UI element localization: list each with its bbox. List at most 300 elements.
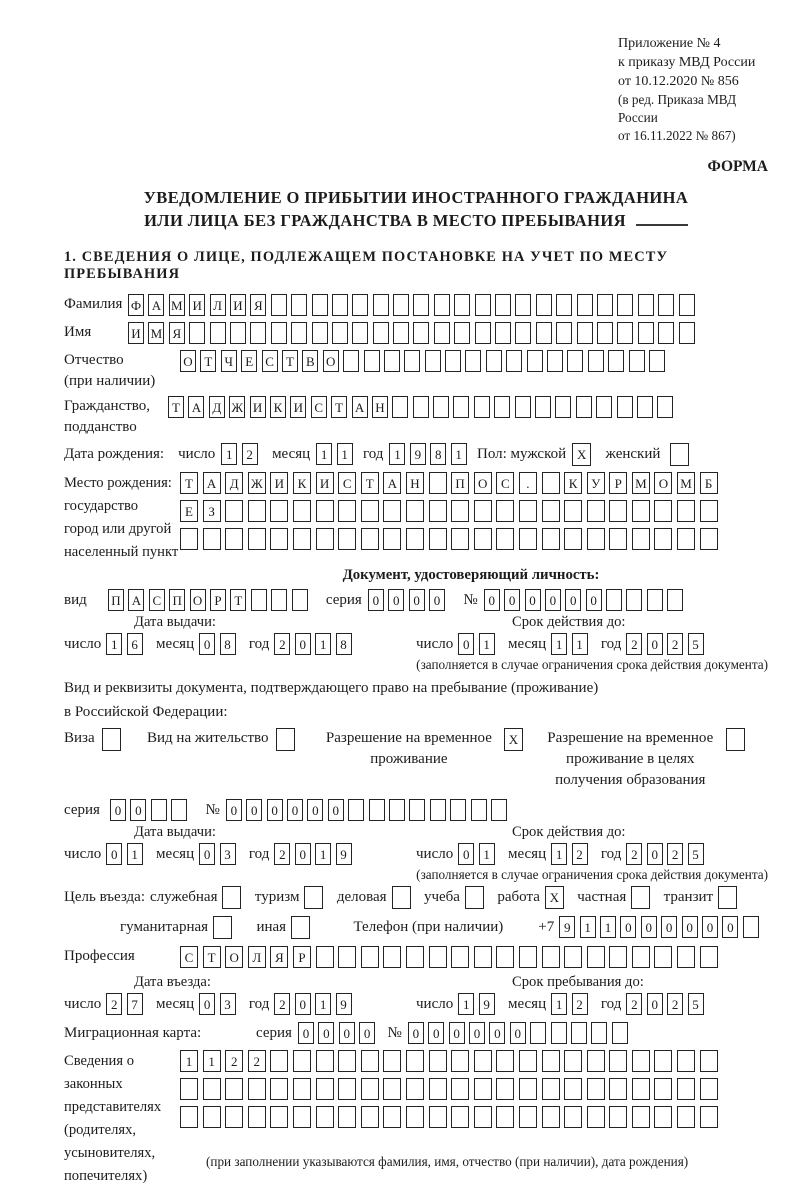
- char-cell: 0: [545, 589, 561, 611]
- surname-label: Фамилия: [64, 296, 123, 312]
- char-cell: А: [383, 472, 401, 494]
- char-cell: [632, 946, 650, 968]
- char-cell: [617, 322, 633, 344]
- purpose-option: гуманитарная: [120, 916, 236, 939]
- char-cell: [654, 1106, 672, 1128]
- stay-month-cells: [551, 993, 592, 1015]
- char-cell: [316, 500, 334, 522]
- char-cell: [293, 1106, 311, 1128]
- char-cell: О: [225, 946, 243, 968]
- char-cell: [564, 946, 582, 968]
- char-cell: [189, 322, 205, 344]
- char-cell: А: [128, 589, 144, 611]
- char-cell: [425, 350, 441, 372]
- char-cell: [677, 946, 695, 968]
- char-cell: [248, 528, 266, 550]
- char-cell: 5: [688, 633, 704, 655]
- char-cell: О: [323, 350, 339, 372]
- char-cell: [475, 322, 491, 344]
- char-cell: [430, 799, 446, 821]
- char-cell: [515, 396, 531, 418]
- char-cell: [471, 799, 487, 821]
- char-cell: [383, 1078, 401, 1100]
- identity-doc-heading: Документ, удостоверяющий личность:: [342, 567, 600, 583]
- char-cell: 1: [600, 916, 616, 938]
- char-cell: [383, 1106, 401, 1128]
- citizenship-label: Гражданство, подданство: [64, 398, 151, 435]
- char-cell: [404, 350, 420, 372]
- profession-cells: [180, 946, 722, 968]
- temp-residence-checkbox: X: [504, 728, 523, 751]
- char-cell: З: [203, 500, 221, 522]
- char-cell: [654, 946, 672, 968]
- char-cell: Ч: [221, 350, 237, 372]
- char-cell: [225, 1106, 243, 1128]
- char-cell: 0: [287, 799, 303, 821]
- char-cell: [409, 799, 425, 821]
- visa-checkbox: [102, 728, 121, 751]
- char-cell: И: [290, 396, 306, 418]
- purpose-work-checkbox: X: [545, 886, 564, 909]
- char-cell: 2: [572, 843, 588, 865]
- char-cell: 1: [572, 633, 588, 655]
- char-cell: 8: [336, 633, 352, 655]
- char-cell: Т: [282, 350, 298, 372]
- char-cell: [338, 1078, 356, 1100]
- representatives-block: [64, 1050, 768, 1188]
- series-label: серия: [64, 802, 100, 818]
- char-cell: [361, 1078, 379, 1100]
- char-cell: [496, 528, 514, 550]
- char-cell: [596, 396, 612, 418]
- char-cell: [679, 322, 695, 344]
- char-cell: Я: [169, 322, 185, 344]
- char-cell: 1: [316, 443, 332, 465]
- char-cell: 2: [626, 633, 642, 655]
- char-cell: [632, 1106, 650, 1128]
- char-cell: [406, 1078, 424, 1100]
- char-cell: [577, 294, 593, 316]
- male-checkbox: X: [572, 443, 591, 466]
- entry-year-cells: [274, 993, 356, 1015]
- representatives-row2: [180, 1078, 722, 1100]
- birth-place-row3: [180, 528, 722, 550]
- year-label: год: [362, 446, 384, 462]
- char-cell: И: [316, 472, 334, 494]
- char-cell: [451, 1050, 469, 1072]
- char-cell: Р: [609, 472, 627, 494]
- purpose-option: деловая: [337, 886, 415, 909]
- char-cell: 0: [106, 843, 122, 865]
- char-cell: Ж: [229, 396, 245, 418]
- char-cell: 2: [248, 1050, 266, 1072]
- stay-year-cells: [626, 993, 708, 1015]
- char-cell: [429, 500, 447, 522]
- char-cell: [496, 1050, 514, 1072]
- char-cell: 0: [722, 916, 738, 938]
- char-cell: [474, 500, 492, 522]
- char-cell: [658, 322, 674, 344]
- issue-month-cells: [199, 843, 240, 865]
- char-cell: [474, 1078, 492, 1100]
- char-cell: 1: [180, 1050, 198, 1072]
- number-label: №: [387, 1025, 402, 1041]
- char-cell: И: [270, 472, 288, 494]
- char-cell: [332, 322, 348, 344]
- temp-residence-education-option: Разрешение на временное проживание в целях получения образования: [541, 728, 749, 791]
- char-cell: И: [128, 322, 144, 344]
- char-cell: [434, 294, 450, 316]
- stay-day-cells: [458, 993, 499, 1015]
- char-cell: [343, 350, 359, 372]
- patronymic-label: Отчество (при наличии): [64, 352, 156, 389]
- char-cell: [638, 322, 654, 344]
- char-cell: П: [451, 472, 469, 494]
- char-cell: И: [250, 396, 266, 418]
- char-cell: Ф: [128, 294, 144, 316]
- char-cell: [429, 1106, 447, 1128]
- residence-doc-intro: [64, 676, 768, 724]
- char-cell: 1: [479, 843, 495, 865]
- char-cell: 1: [580, 916, 596, 938]
- valid-until-heading: Срок действия до:: [512, 824, 626, 840]
- migration-number-cells: [408, 1022, 632, 1044]
- char-cell: 0: [565, 589, 581, 611]
- char-cell: 0: [408, 1022, 424, 1044]
- char-cell: [271, 294, 287, 316]
- char-cell: [429, 1078, 447, 1100]
- char-cell: 5: [688, 993, 704, 1015]
- birth-date-label: Дата рождения:: [64, 446, 165, 462]
- char-cell: Е: [180, 500, 198, 522]
- char-cell: [429, 946, 447, 968]
- valid-year-cells: [626, 843, 708, 865]
- char-cell: 0: [307, 799, 323, 821]
- representatives-row1: [180, 1050, 722, 1072]
- char-cell: [413, 322, 429, 344]
- char-cell: 8: [220, 633, 236, 655]
- char-cell: [338, 1106, 356, 1128]
- birth-month-cells: [316, 443, 357, 465]
- char-cell: 1: [458, 993, 474, 1015]
- char-cell: [453, 396, 469, 418]
- char-cell: [225, 500, 243, 522]
- purpose-option: туризм: [255, 886, 328, 909]
- char-cell: [658, 294, 674, 316]
- char-cell: [474, 946, 492, 968]
- month-label: месяц: [156, 846, 195, 862]
- visit-purpose-label: Цель въезда:: [64, 889, 145, 905]
- char-cell: [225, 528, 243, 550]
- month-label: месяц: [272, 446, 311, 462]
- issue-date-heading: Дата выдачи:: [134, 824, 216, 840]
- char-cell: [250, 322, 266, 344]
- char-cell: О: [180, 350, 196, 372]
- female-checkbox: [670, 443, 689, 466]
- char-cell: [515, 294, 531, 316]
- birth-date-row: [64, 443, 768, 466]
- char-cell: 0: [586, 589, 602, 611]
- char-cell: 1: [389, 443, 405, 465]
- char-cell: [429, 472, 447, 494]
- char-cell: М: [148, 322, 164, 344]
- char-cell: [373, 294, 389, 316]
- char-cell: 2: [667, 633, 683, 655]
- char-cell: [361, 500, 379, 522]
- char-cell: [474, 1106, 492, 1128]
- char-cell: [496, 1078, 514, 1100]
- char-cell: [413, 294, 429, 316]
- char-cell: [515, 322, 531, 344]
- char-cell: 0: [682, 916, 698, 938]
- char-cell: [637, 396, 653, 418]
- char-cell: 0: [510, 1022, 526, 1044]
- char-cell: О: [190, 589, 206, 611]
- day-label: число: [416, 636, 454, 652]
- char-cell: [474, 396, 490, 418]
- residence-doc-series-row: [64, 799, 768, 821]
- char-cell: [203, 1106, 221, 1128]
- char-cell: [293, 528, 311, 550]
- purpose-option: работа X: [497, 886, 568, 909]
- char-cell: 0: [661, 916, 677, 938]
- char-cell: 6: [127, 633, 143, 655]
- char-cell: [338, 1050, 356, 1072]
- year-label: год: [248, 846, 270, 862]
- char-cell: [352, 294, 368, 316]
- purpose-option: транзит: [664, 886, 742, 909]
- char-cell: [654, 1050, 672, 1072]
- char-cell: 0: [449, 1022, 465, 1044]
- char-cell: 0: [110, 799, 126, 821]
- char-cell: [406, 528, 424, 550]
- residence-series-cells: [110, 799, 192, 821]
- residence-doc-intro-line2: в Российской Федерации:: [64, 704, 228, 720]
- char-cell: М: [632, 472, 650, 494]
- char-cell: [700, 528, 718, 550]
- issue-day-cells: [106, 633, 147, 655]
- char-cell: [433, 396, 449, 418]
- char-cell: [700, 1050, 718, 1072]
- purpose-transit-checkbox: [718, 886, 737, 909]
- char-cell: [519, 500, 537, 522]
- purpose-business-checkbox: [392, 886, 411, 909]
- char-cell: И: [230, 294, 246, 316]
- char-cell: [393, 294, 409, 316]
- char-cell: 0: [484, 589, 500, 611]
- char-cell: [667, 589, 683, 611]
- char-cell: [291, 294, 307, 316]
- year-label: год: [248, 996, 270, 1012]
- char-cell: Ж: [248, 472, 266, 494]
- char-cell: [451, 500, 469, 522]
- char-cell: [527, 350, 543, 372]
- char-cell: [588, 350, 604, 372]
- day-label: число: [416, 996, 454, 1012]
- char-cell: 0: [409, 589, 425, 611]
- char-cell: [316, 946, 334, 968]
- char-cell: И: [189, 294, 205, 316]
- char-cell: [225, 1078, 243, 1100]
- entry-date-heading: Дата въезда:: [134, 974, 211, 990]
- char-cell: 3: [220, 993, 236, 1015]
- issue-date-heading: Дата выдачи:: [134, 614, 216, 630]
- char-cell: [384, 350, 400, 372]
- char-cell: [495, 294, 511, 316]
- year-label: год: [248, 636, 270, 652]
- char-cell: [679, 294, 695, 316]
- char-cell: [609, 500, 627, 522]
- char-cell: [293, 1050, 311, 1072]
- char-cell: [406, 1106, 424, 1128]
- char-cell: [361, 1106, 379, 1128]
- char-cell: [203, 528, 221, 550]
- char-cell: 2: [667, 993, 683, 1015]
- char-cell: Я: [250, 294, 266, 316]
- form-title-line1: УВЕДОМЛЕНИЕ О ПРИБЫТИИ ИНОСТРАННОГО ГРАЖДАНИНА: [143, 188, 689, 207]
- char-cell: [348, 799, 364, 821]
- doc-kind-cells: [108, 589, 312, 611]
- char-cell: [654, 528, 672, 550]
- day-label: число: [416, 846, 454, 862]
- migration-card-label: Миграционная карта:: [64, 1025, 202, 1041]
- citizenship-row: [64, 396, 768, 438]
- char-cell: [451, 528, 469, 550]
- char-cell: [270, 1078, 288, 1100]
- char-cell: [632, 1050, 650, 1072]
- char-cell: [271, 589, 287, 611]
- stay-until-heading: Срок пребывания до:: [512, 974, 644, 990]
- doc-series-cells: [368, 589, 450, 611]
- char-cell: [454, 294, 470, 316]
- valid-month-cells: [551, 843, 592, 865]
- char-cell: 2: [274, 843, 290, 865]
- char-cell: [450, 799, 466, 821]
- char-cell: Д: [225, 472, 243, 494]
- char-cell: [475, 294, 491, 316]
- char-cell: [361, 946, 379, 968]
- char-cell: [151, 799, 167, 821]
- char-cell: [364, 350, 380, 372]
- char-cell: [210, 322, 226, 344]
- char-cell: 9: [559, 916, 575, 938]
- char-cell: [535, 396, 551, 418]
- char-cell: 8: [430, 443, 446, 465]
- section1-heading: 1. СВЕДЕНИЯ О ЛИЦЕ, ПОДЛЕЖАЩЕМ ПОСТАНОВКЕ НА УЧЕТ ПО МЕСТУ ПРЕБЫВАНИЯ: [64, 249, 669, 282]
- char-cell: [542, 500, 560, 522]
- char-cell: [609, 1078, 627, 1100]
- birth-place-cells: [180, 472, 722, 556]
- char-cell: [506, 350, 522, 372]
- char-cell: [203, 1078, 221, 1100]
- issue-day-cells: [106, 843, 147, 865]
- char-cell: [406, 1050, 424, 1072]
- birth-place-label: Место рождения: государство город или другой населенный пункт: [64, 475, 179, 560]
- char-cell: А: [352, 396, 368, 418]
- char-cell: [654, 1078, 672, 1100]
- char-cell: [465, 350, 481, 372]
- form-label: ФОРМА: [707, 158, 768, 175]
- char-cell: [496, 1106, 514, 1128]
- char-cell: 2: [667, 843, 683, 865]
- char-cell: [629, 350, 645, 372]
- purpose-option: учеба: [424, 886, 488, 909]
- char-cell: 0: [246, 799, 262, 821]
- char-cell: Л: [210, 294, 226, 316]
- char-cell: [519, 946, 537, 968]
- char-cell: [617, 294, 633, 316]
- citizenship-cells: [168, 396, 678, 418]
- char-cell: 0: [641, 916, 657, 938]
- char-cell: [519, 1106, 537, 1128]
- valid-year-cells: [626, 633, 708, 655]
- issue-month-cells: [199, 633, 240, 655]
- identity-doc-dates: [64, 614, 768, 655]
- char-cell: Т: [331, 396, 347, 418]
- appendix-line: к приказу МВД России: [618, 55, 756, 70]
- char-cell: [606, 589, 622, 611]
- char-cell: 1: [315, 843, 331, 865]
- char-cell: Л: [248, 946, 266, 968]
- purpose-option: служебная: [150, 886, 246, 909]
- phone-cells: [559, 916, 763, 938]
- surname-row: [64, 294, 768, 316]
- char-cell: [389, 799, 405, 821]
- char-cell: [542, 1050, 560, 1072]
- char-cell: [542, 946, 560, 968]
- char-cell: 0: [295, 843, 311, 865]
- char-cell: [451, 946, 469, 968]
- char-cell: [587, 946, 605, 968]
- char-cell: 7: [127, 993, 143, 1015]
- char-cell: Т: [200, 350, 216, 372]
- char-cell: [316, 1078, 334, 1100]
- char-cell: [597, 294, 613, 316]
- purpose-other-checkbox: [291, 916, 310, 939]
- char-cell: [677, 1106, 695, 1128]
- purpose-private-checkbox: [631, 886, 650, 909]
- char-cell: 2: [626, 993, 642, 1015]
- char-cell: О: [474, 472, 492, 494]
- char-cell: [316, 1050, 334, 1072]
- month-label: месяц: [508, 846, 547, 862]
- representatives-note: (при заполнении указываются фамилия, имя, отчество (при наличии), дата рождения): [206, 1154, 689, 1169]
- char-cell: 1: [315, 993, 331, 1015]
- char-cell: 0: [525, 589, 541, 611]
- char-cell: 9: [479, 993, 495, 1015]
- char-cell: [383, 1050, 401, 1072]
- purpose-tourism-checkbox: [304, 886, 323, 909]
- char-cell: [556, 294, 572, 316]
- patronymic-row: [64, 350, 768, 392]
- char-cell: 0: [620, 916, 636, 938]
- char-cell: [270, 500, 288, 522]
- char-cell: [454, 322, 470, 344]
- char-cell: [180, 1106, 198, 1128]
- char-cell: 5: [688, 843, 704, 865]
- char-cell: 0: [226, 799, 242, 821]
- birth-place-row2: [180, 500, 722, 522]
- char-cell: 0: [469, 1022, 485, 1044]
- day-label: число: [64, 636, 102, 652]
- day-label: число: [64, 846, 102, 862]
- char-cell: [536, 294, 552, 316]
- entry-day-cells: [106, 993, 147, 1015]
- char-cell: П: [169, 589, 185, 611]
- char-cell: [612, 1022, 628, 1044]
- char-cell: [393, 322, 409, 344]
- char-cell: [587, 528, 605, 550]
